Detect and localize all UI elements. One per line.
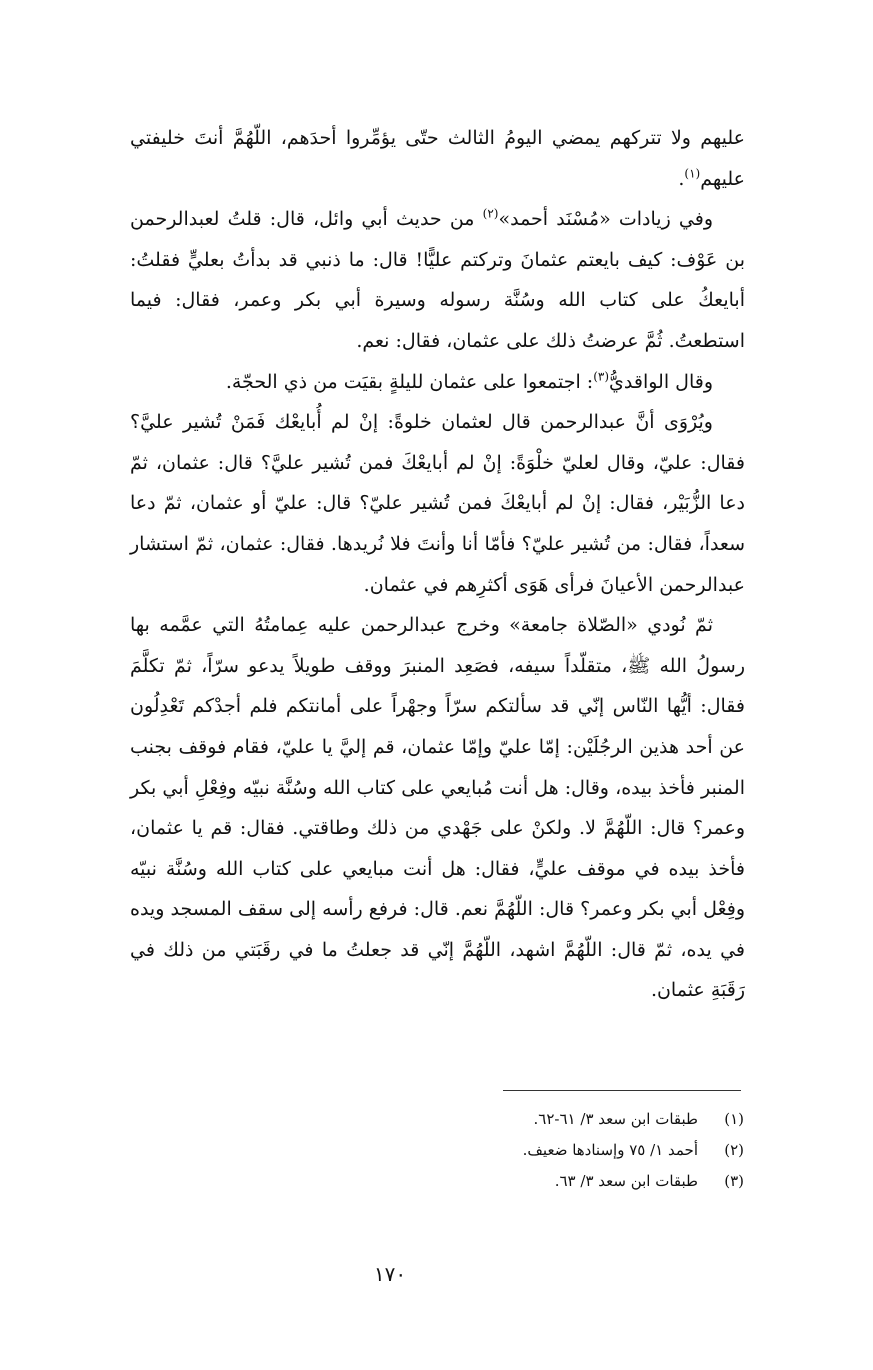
footnote-text: طبقات ابن سعد ٣/ ٦٣. [554, 1172, 698, 1190]
paragraph-2: وفي زيادات «مُسْنَد أحمد»$^{(٢)}$ من حديث أبي وائل، قال: قلتُ لعبدالرحمن بن عَوْف: كيف بايعتم عثمانَ وتركتم عليًّا! قال: ما ذنبي قد بدأتُ بعليٍّ فقلتُ: أبايعكُ على كتاب الله وسُنَّة رسوله وسيرة أبي بكر وعمر، فقال: فيما استطعتُ. ثُمَّ عرضتُ ذلك على عثمان، فقال: نعم. [130, 206, 745, 352]
footnotes [130, 1104, 744, 1197]
footnote-ref-1: (١) [684, 166, 701, 181]
page-number: ١٧٠ [373, 1262, 407, 1286]
footnote-ref-3: (٣) [593, 369, 610, 384]
paragraph-1: عليهم ولا تتركهم يمضي اليومُ الثالث حتّى يؤمِّروا أحدَهم، اللّهُمَّ أنتَ خليفتي عليهم$^{(١)}$. [130, 127, 745, 190]
footnote-number: (٣) [724, 1172, 744, 1190]
footnote-number: (٢) [724, 1141, 744, 1159]
footnote-1 [130, 1104, 744, 1135]
footnote-2 [130, 1135, 744, 1166]
paragraph-5: ثمّ نُودي «الصّلاة جامعة» وخرج عبدالرحمن عليه عِمامتُهُ التي عمَّمه بها رسولُ الله ﷺ، متقلّداً سيفه، فصَعِد المنبرَ ووقف طويلاً يدعو سرّاً، ثمّ تكلَّمَ فقال: أيُّها النّاس إنّي قد سألتكم سرّاً وجهْراً على أمانتكم فلم أجدْكم تَعْدِلُون عن أحد هذين الرجُلَيْن: إمّا عليّ وإمّا عثمان، قم إليَّ يا عليّ، فقام فوقف بجنب المنبر فأخذ بيده، وقال: هل أنت مُبايعي على كتاب الله وسُنَّة نبيّه وفِعْلِ أبي بكر وعمر؟ قال: اللّهُمَّ لا. ولكنْ على جَهْدي من ذلك وطاقتي. فقال: قم يا عثمان، فأخذ بيده في موقف عليٍّ، فقال: هل أنت مبايعي على كتاب الله وسُنَّة نبيّه وفِعْل أبي بكر وعمر؟ قال: اللّهُمَّ نعم. قال: فرفع رأسه إلى سقف المسجد ويده في يده، ثمّ قال: اللّهُمَّ اشهد، اللّهُمَّ إنّي قد جعلتُ ما في رقَبَتي من ذلك في رَقَبَةِ عثمان. [130, 614, 745, 1002]
paragraph-3: وقال الواقديُّ$^{(٣)}$: اجتمعوا على عثمان لليلةٍ بقيَت من ذي الحجّة. [225, 369, 713, 393]
footnote-text: طبقات ابن سعد ٣/ ٦١-٦٢. [533, 1110, 698, 1128]
footnote-ref-2: (٢) [482, 206, 499, 221]
footnote-text: أحمد ١/ ٧٥ وإسنادها ضعيف. [522, 1141, 698, 1159]
paragraph-4: ويُرْوَى أنَّ عبدالرحمن قال لعثمان خلوةً: إنْ لم أُبايعْك فَمَنْ تُشير عليَّ؟ فقال: عليّ، وقال لعليّ خلْوَةً: إنْ لم أبايعْكَ فمن تُشير عليَّ؟ قال: عثمان، ثمّ دعا الزُّبَيْر، فقال: إنْ لم أبايعْكَ فمن تُشير عليّ؟ قال: عليّ أو عثمان، ثمّ دعا سعداً، فقال: من تُشير عليّ؟ فأمّا أنا وأنتَ فلا نُريدها. فقال: عثمان، ثمّ استشار عبدالرحمن الأعيانَ فرأى هَوَى أكثرِهم في عثمان. [130, 411, 745, 596]
footnote-number: (١) [724, 1110, 744, 1128]
footnote-3 [130, 1166, 744, 1197]
main-text [130, 118, 745, 1011]
footnote-divider [503, 1090, 741, 1091]
